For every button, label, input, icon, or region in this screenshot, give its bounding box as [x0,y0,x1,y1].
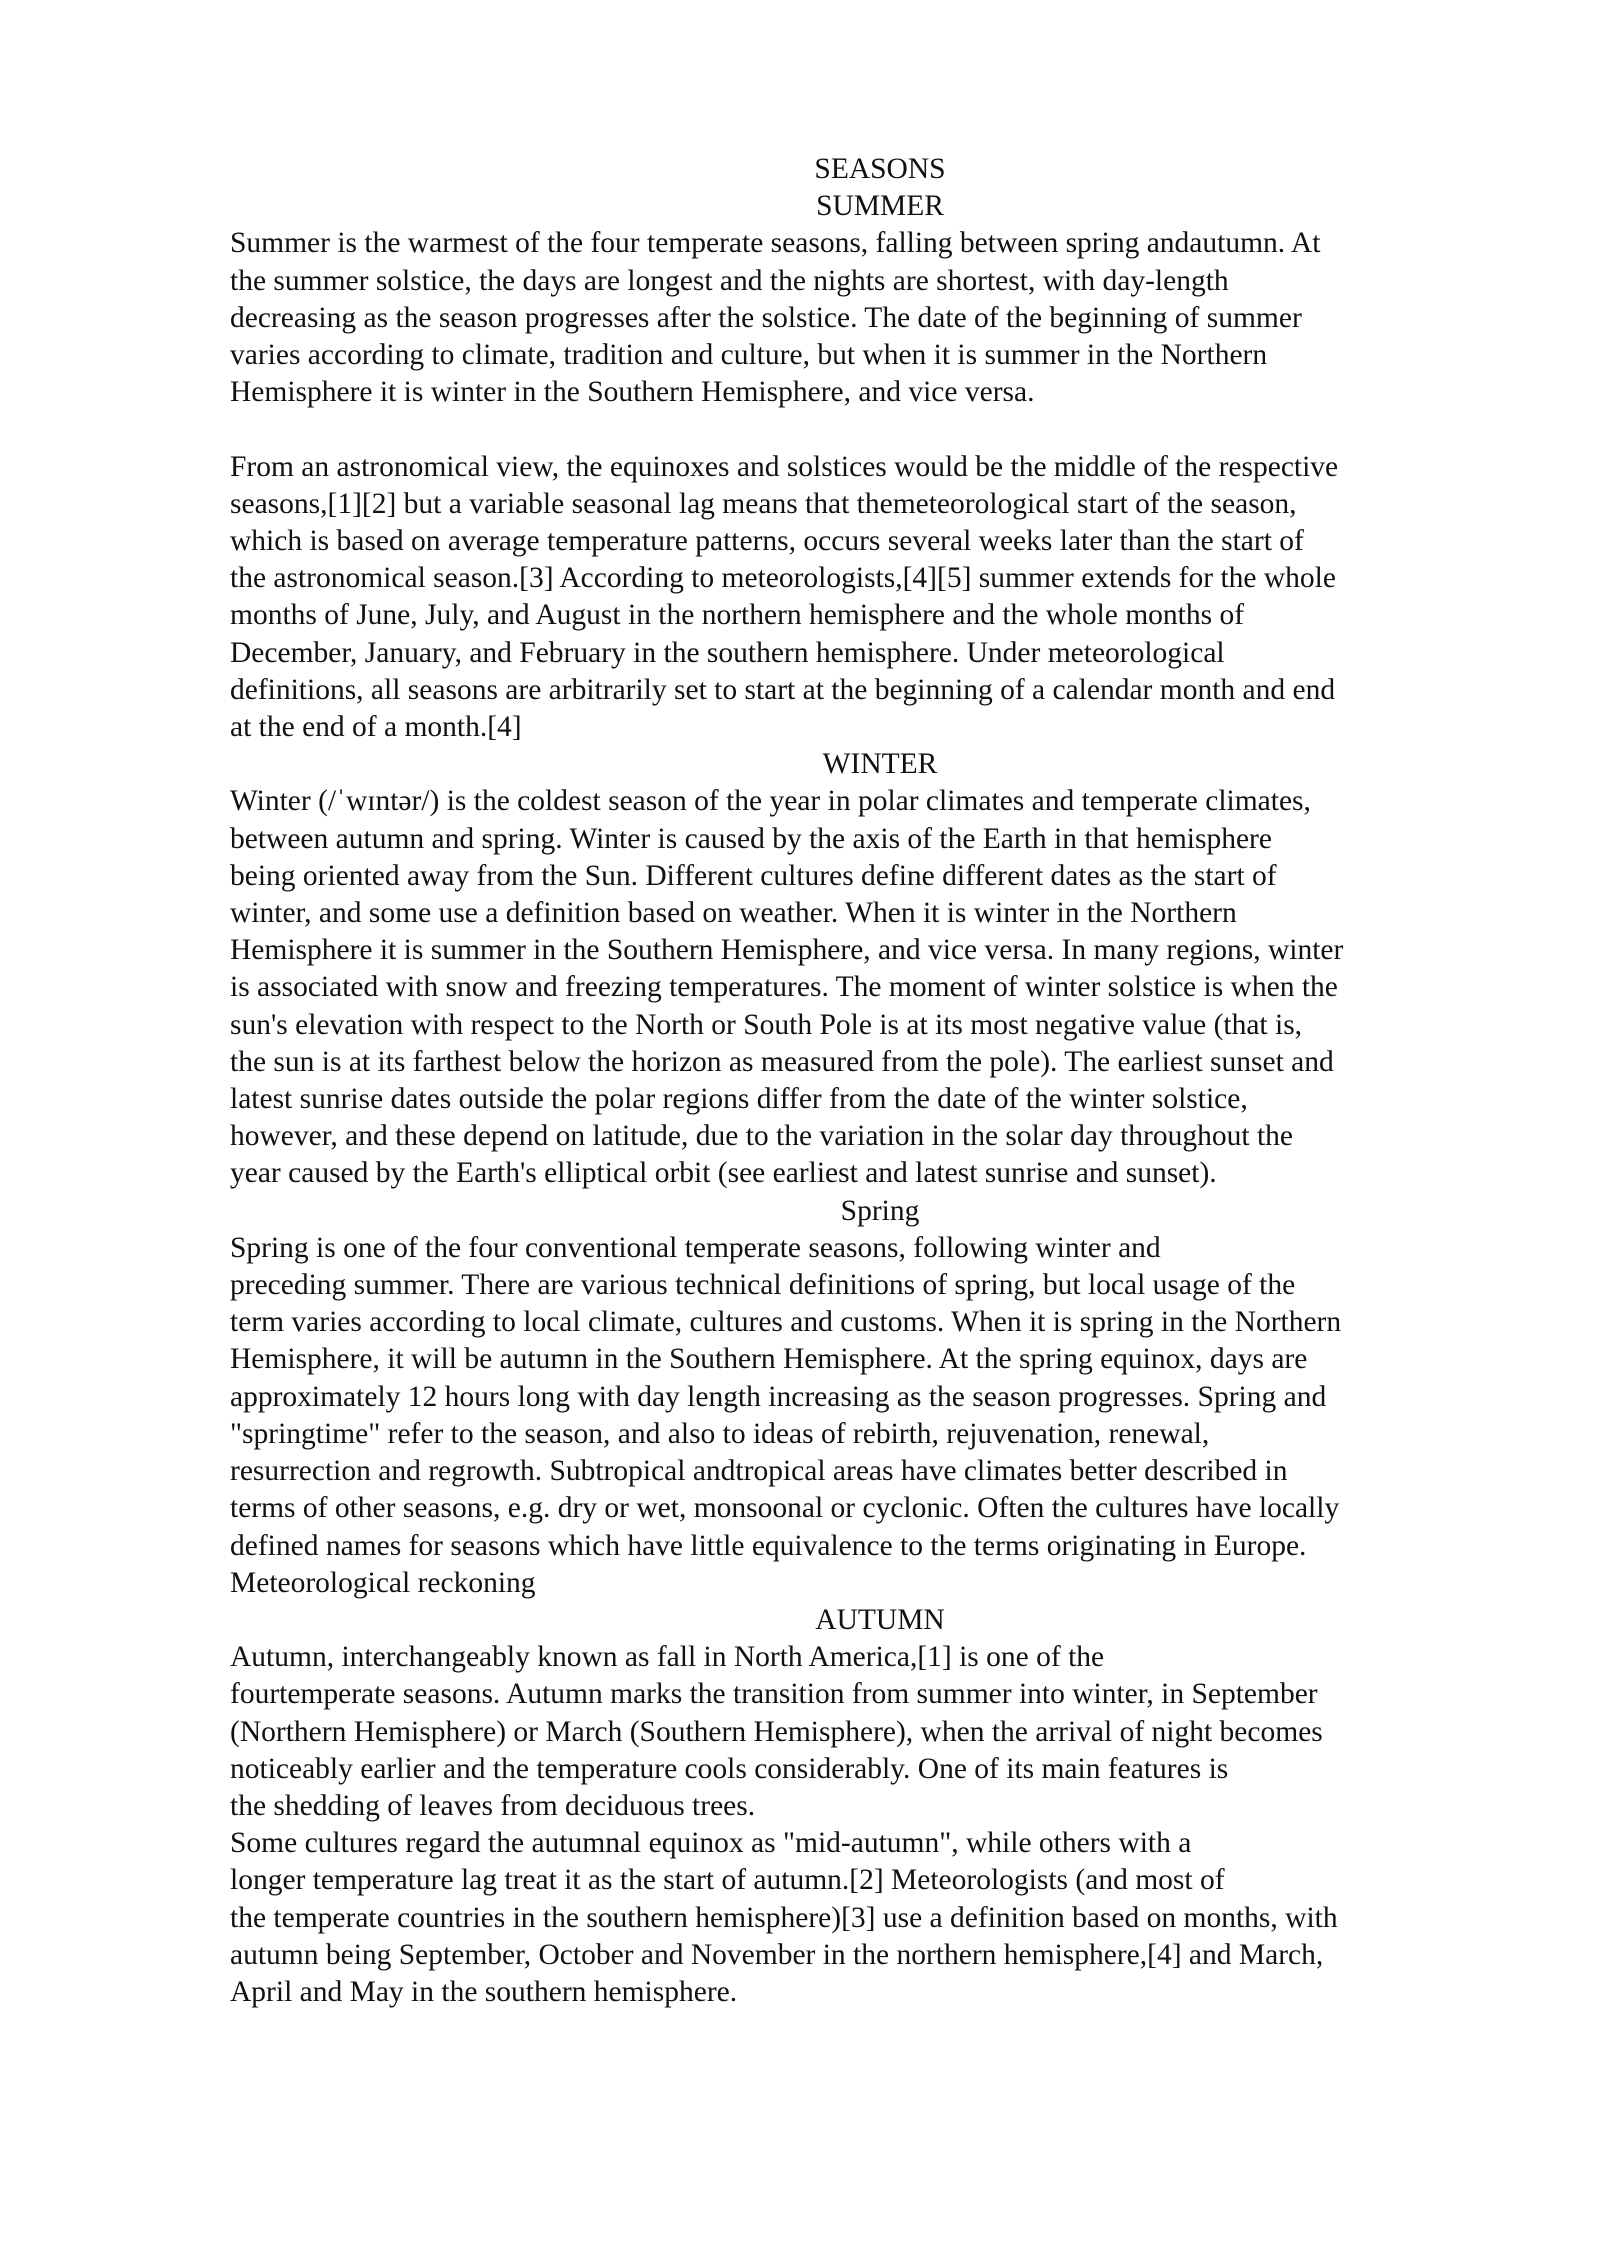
text-line: latest sunrise dates outside the polar regions differ from the date of the winter solstice, [230,1083,1248,1116]
section-heading-summer: SUMMER [816,190,944,223]
text-line: (Northern Hemisphere) or March (Southern Hemisphere), when the arrival of night becomes [230,1715,1323,1748]
text-line: "springtime" refer to the season, and also to ideas of rebirth, rejuvenation, renewal, [230,1417,1210,1450]
text-line: December, January, and February in the southern hemisphere. Under meteorological [230,636,1225,669]
text-line: Hemisphere, it will be autumn in the Southern Hemisphere. At the spring equinox, days are [230,1343,1308,1376]
document-page [230,151,1470,2011]
text-line: Autumn, interchangeably known as fall in North America,[1] is one of the [230,1641,1105,1674]
text-line: however, and these depend on latitude, due to the variation in the solar day throughout the [230,1120,1293,1153]
text-line: terms of other seasons, e.g. dry or wet, monsoonal or cyclonic. Often the cultures have locally [230,1492,1340,1525]
section-heading-autumn: AUTUMN [815,1603,945,1636]
text-line: being oriented away from the Sun. Different cultures define different dates as the start of [230,859,1277,892]
text-line: Summer is the warmest of the four temperate seasons, falling between spring andautumn. At [230,227,1321,260]
text-line: the astronomical season.[3] According to meteorologists,[4][5] summer extends for the whole [230,562,1336,595]
text-line: which is based on average temperature patterns, occurs several weeks later than the start of [230,525,1304,558]
text-line: Meteorological reckoning [230,1566,536,1599]
text-line: definitions, all seasons are arbitrarily set to start at the beginning of a calendar month and end [230,673,1336,706]
text-line: sun's elevation with respect to the North or South Pole is at its most negative value (that is, [230,1008,1303,1041]
text-line: preceding summer. There are various technical definitions of spring, but local usage of the [230,1269,1296,1302]
text-line: longer temperature lag treat it as the start of autumn.[2] Meteorologists (and most of [230,1864,1225,1897]
text-line: Winter (/ˈwɪntər/) is the coldest season of the year in polar climates and temperate climates, [230,785,1311,818]
text-line: the sun is at its farthest below the horizon as measured from the pole). The earliest sunset and [230,1045,1334,1078]
text-line: at the end of a month.[4] [230,711,522,744]
text-line: defined names for seasons which have little equivalence to the terms originating in Europe. [230,1529,1307,1562]
text-line: noticeably earlier and the temperature cools considerably. One of its main features is [230,1752,1229,1785]
text-line: resurrection and regrowth. Subtropical andtropical areas have climates better described in [230,1455,1288,1488]
text-line: Spring is one of the four conventional temperate seasons, following winter and [230,1231,1161,1264]
text-line: the summer solstice, the days are longest and the nights are shortest, with day-length [230,264,1229,297]
document-body [230,188,1470,2011]
text-line: autumn being September, October and November in the northern hemisphere,[4] and March, [230,1938,1324,1971]
text-line: winter, and some use a definition based on weather. When it is winter in the Northern [230,897,1237,930]
text-line: April and May in the southern hemisphere. [230,1975,738,2008]
section-heading-spring: Spring [840,1194,920,1227]
text-line: Hemisphere it is summer in the Southern Hemisphere, and vice versa. In many regions, winter [230,934,1344,967]
section-heading-winter: WINTER [822,748,938,781]
document-title: SEASONS [814,153,946,185]
paragraph-break [230,411,1470,448]
text-line: varies according to climate, tradition and culture, but when it is summer in the Northern [230,339,1268,372]
text-line: approximately 12 hours long with day length increasing as the season progresses. Spring and [230,1380,1327,1413]
text-line: From an astronomical view, the equinoxes and solstices would be the middle of the respective [230,450,1339,483]
text-line: term varies according to local climate, cultures and customs. When it is spring in the Northern [230,1306,1342,1339]
text-line: between autumn and spring. Winter is caused by the axis of the Earth in that hemisphere [230,822,1272,855]
text-line: decreasing as the season progresses after the solstice. The date of the beginning of summer [230,301,1302,334]
text-line: months of June, July, and August in the northern hemisphere and the whole months of [230,599,1245,632]
text-line: is associated with snow and freezing temperatures. The moment of winter solstice is when the [230,971,1338,1004]
text-line: seasons,[1][2] but a variable seasonal lag means that themeteorological start of the season, [230,487,1297,520]
text-line: Hemisphere it is winter in the Southern Hemisphere, and vice versa. [230,376,1035,409]
text-line: the temperate countries in the southern hemisphere)[3] use a definition based on months, with [230,1901,1338,1934]
text-line: Some cultures regard the autumnal equinox as "mid-autumn", while others with a [230,1827,1192,1860]
text-line: year caused by the Earth's elliptical orbit (see earliest and latest sunrise and sunset). [230,1157,1217,1190]
text-line: the shedding of leaves from deciduous trees. [230,1789,756,1822]
text-line: fourtemperate seasons. Autumn marks the transition from summer into winter, in September [230,1678,1318,1711]
